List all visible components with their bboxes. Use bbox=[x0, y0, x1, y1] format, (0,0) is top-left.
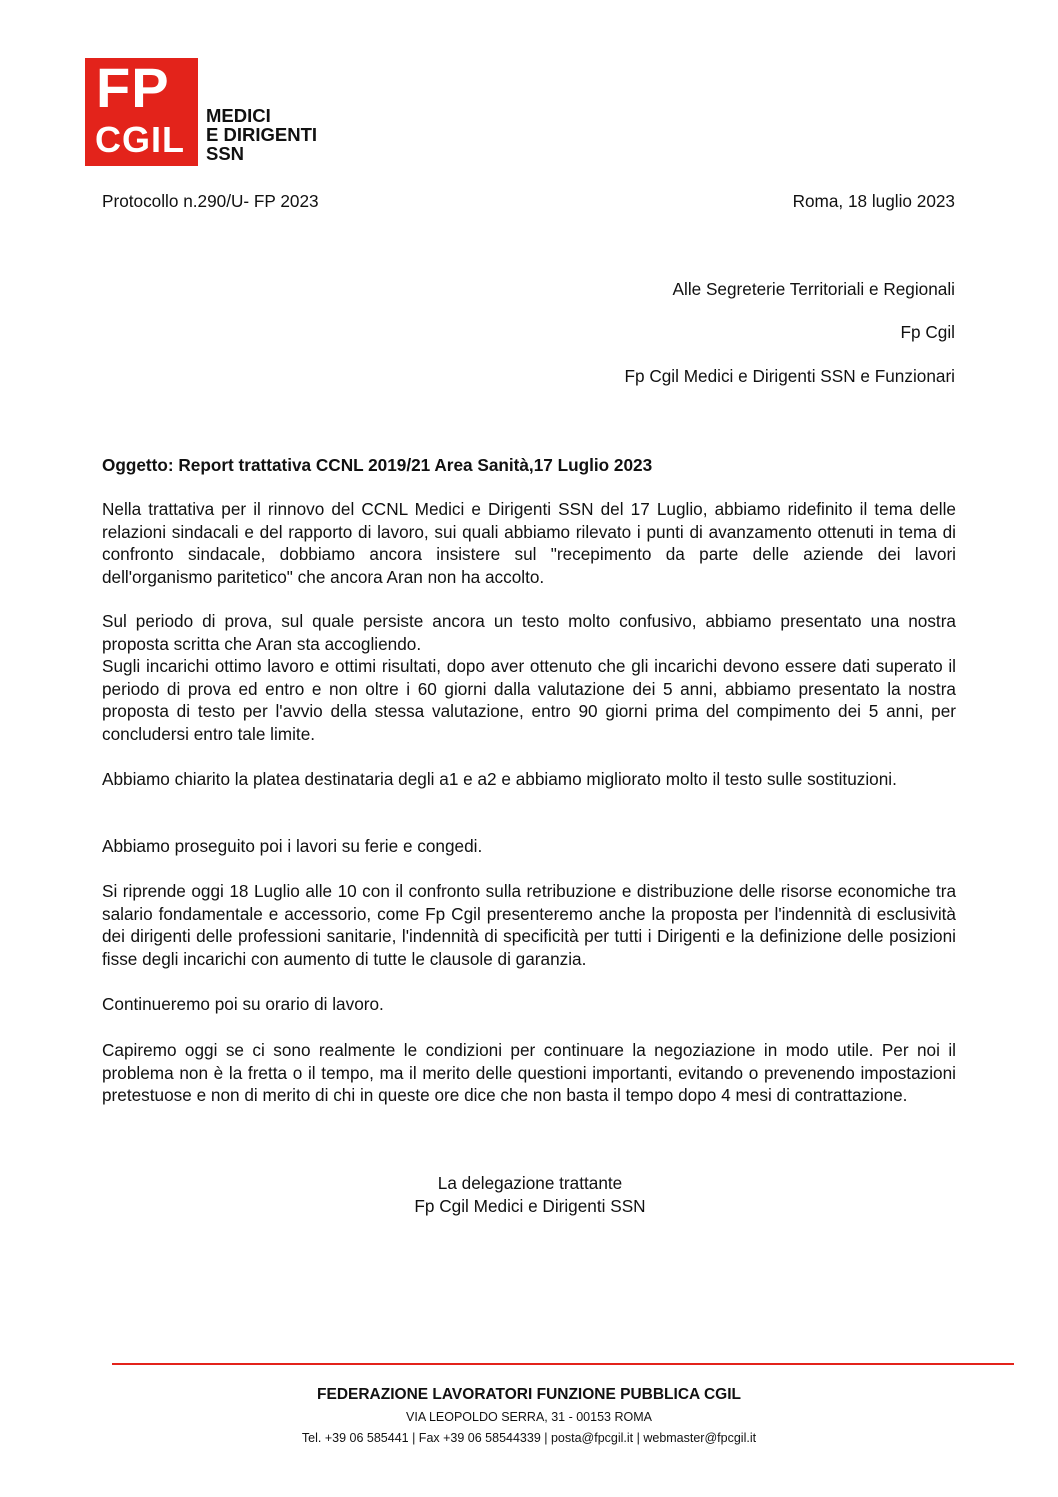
recipient-line-1: Alle Segreterie Territoriali e Regionali bbox=[672, 279, 955, 299]
logo-sub-line-1: MEDICI bbox=[206, 105, 271, 126]
subject-line: Oggetto: Report trattativa CCNL 2019/21 Area Sanità,17 Luglio 2023 bbox=[102, 455, 653, 475]
paragraph-6: Si riprende oggi 18 Luglio alle 10 con il confronto sulla retribuzione e distribuzione delle risorse economiche tra salario fondamentale e accessorio, come Fp Cgil presenteremo anche la proposta per l'indennità di esclusività dei dirigenti delle professioni sanitarie, l'indennità di specificità per tutti i Dirigenti e la definizione delle posizioni fisse degli incarichi con aumento di tutte le clausole di garanzia. bbox=[102, 881, 956, 969]
logo-cgil-text: CGIL bbox=[95, 119, 185, 160]
recipient-line-3: Fp Cgil Medici e Dirigenti SSN e Funzionari bbox=[624, 366, 955, 386]
recipient-line-2: Fp Cgil bbox=[900, 322, 955, 342]
footer-divider bbox=[112, 1363, 1014, 1365]
logo-sub-line-3: SSN bbox=[206, 143, 245, 164]
paragraph-8: Capiremo oggi se ci sono realmente le condizioni per continuare la negoziazione in modo utile. Per noi il problema non è la fretta o il tempo, ma il merito delle questioni importanti, evitando o prevenendo impostazioni pretestuose e non di merito di chi in queste ore dice che non basta il tempo dopo 4 mesi di contrattazione. bbox=[102, 1040, 956, 1106]
fp-cgil-logo bbox=[85, 58, 198, 166]
letter-date: Roma, 18 luglio 2023 bbox=[792, 191, 955, 211]
paragraph-4: Abbiamo chiarito la platea destinataria degli a1 e a2 e abbiamo migliorato molto il testo sulle sostituzioni. bbox=[102, 769, 897, 789]
footer-contacts: Tel. +39 06 585441 | Fax +39 06 58544339 | posta@fpcgil.it | webmaster@fpcgil.it bbox=[301, 1431, 757, 1445]
paragraph-3: Sugli incarichi ottimo lavoro e ottimi risultati, dopo aver ottenuto che gli incarichi devono essere dati superato il periodo di prova ed entro e non oltre i 60 giorni dalla valutazione dei 5 anni, abbiamo presentato la nostra proposta di testo per l'avvio della stessa valutazione, entro 90 giorni prima del compimento dei 5 anni, per concludersi entro tale limite. bbox=[102, 656, 956, 744]
signature-line-1: La delegazione trattante bbox=[437, 1173, 623, 1193]
logo-fp-text: FP bbox=[96, 56, 170, 119]
paragraph-1: Nella trattativa per il rinnovo del CCNL Medici e Dirigenti SSN del 17 Luglio, abbiamo ridefinito il tema delle relazioni sindacali e del rapporto di lavoro, sui quali abbiamo rilevato i punti di avanzamento ottenuti in tema di confronto sindacale, dobbiamo ancora insistere sul "recepimento da parte delle aziende dei lavori dell'organismo paritetico" che ancora Aran non ha accolto. bbox=[102, 499, 956, 587]
paragraph-7: Continueremo poi su orario di lavoro. bbox=[102, 994, 384, 1014]
paragraph-2: Sul periodo di prova, sul quale persiste ancora un testo molto confusivo, abbiamo presentato una nostra proposta scritta che Aran sta accogliendo. bbox=[102, 611, 956, 654]
protocol-number: Protocollo n.290/U- FP 2023 bbox=[102, 191, 319, 211]
logo-sub-line-2: E DIRIGENTI bbox=[206, 124, 318, 145]
paragraph-5: Abbiamo proseguito poi i lavori su ferie e congedi. bbox=[102, 836, 483, 856]
footer-address: VIA LEOPOLDO SERRA, 31 - 00153 ROMA bbox=[406, 1410, 652, 1424]
signature-line-2: Fp Cgil Medici e Dirigenti SSN bbox=[414, 1196, 646, 1216]
footer-organization: FEDERAZIONE LAVORATORI FUNZIONE PUBBLICA CGIL bbox=[317, 1386, 741, 1403]
logo-subtitle bbox=[206, 106, 317, 163]
